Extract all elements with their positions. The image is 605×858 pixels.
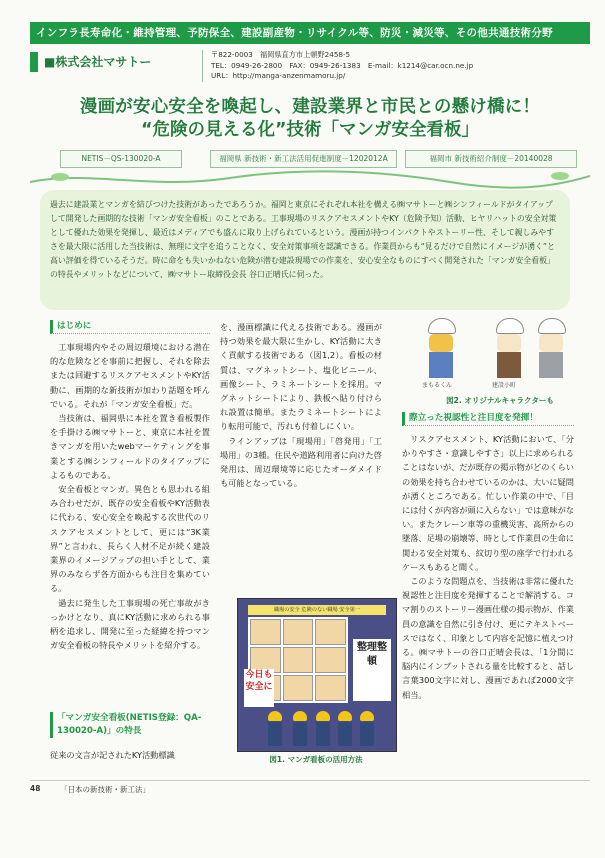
intro-paragraph: 工事現場内やその周辺環境における潜在的な危険などを事前に把握し、それを除去または回避するリスクアセスメントやKY活動に、画期的な新技術が加わり話題を呼んでいる。それが「マンガ安全看板」だ。 <box>50 342 210 409</box>
worker-figure <box>360 711 374 747</box>
worker-character <box>538 318 566 378</box>
figure-2-caption: 図2. オリジナルキャラクターも <box>446 396 554 405</box>
company-contact <box>202 50 596 82</box>
kensetsu-komachi-character <box>496 318 524 378</box>
manga-sign-photo <box>237 598 397 752</box>
feature-paragraph: を、漫画標識に代える技術である。漫画が持つ効果を最大限に生かし、KY活動に大きく貢献する技術である（図1,2）。看板の材質は、マグネットシート、塩化ビニール、画像シート、ラミネートシートを採用。マグネットシートにより、鉄板へ貼り付けられ設置は簡単。またラミネートシートにより転用可能で、汚れも付着しにくい。 <box>220 322 382 432</box>
netis-badge: NETIS－QS-130020-A <box>60 150 182 168</box>
intro-paragraph: 当技術は、福岡県に本社を置き看板製作を手掛ける㈱マサトーと、東京に本社を置きマンガを用いたwebマーケティングを事業とする㈱シンフィールドのタイアップによるものである。 <box>50 413 210 480</box>
headline-line-1: 漫画が安心安全を喚起し、建設業界と市民との懸け橋に！ <box>79 97 541 117</box>
worker-figure <box>293 711 307 747</box>
worker-figure <box>338 711 352 747</box>
company-header <box>30 50 590 86</box>
intro-paragraph: 安全看板とマンガ。異色とも思われる組み合わせだが、既存の安全看板やKY活動表に代わる、安心安全を喚起する次世代のリスクアセスメントとして、更には“3K業界”と言われ、長らく人材不足が続く建設業界のイメージアップの担い手として、業界のみならず各方面からも注目を集めている。 <box>50 484 210 594</box>
intro-paragraph: 過去に発生した工事現場の死亡事故がきっかけとなり、真にKY活動に求められる事柄を追求し、開発に至った経緯を持つマンガ安全看板の特長やメリットを紹介する。 <box>50 597 210 651</box>
intro-heading: はじめに <box>50 320 210 334</box>
visibility-paragraph: リスクアセスメント、KY活動において、「分かりやすさ・意識しやすさ」以上に求められることはないが、だが既存の掲示物がどのくらいの効果を持ち合わせているのかは、大いに疑問が湧くところである。忙しい作業の中で、「目には付くが内容が頭に入らない」では意味がない。またクレーン車等の重機災害、高所からの墜落、足場の崩壊等、時として作業員の生命に関わる安全対策も、紋切り型の座学で行われるケースもあると聞く。 <box>402 434 574 572</box>
company-name: ■株式会社マサトー <box>30 52 194 72</box>
feature-heading: 「マンガ安全看板(NETIS登録：QA-130020-A)」の特長 <box>50 712 219 738</box>
mamoru-kun-character <box>428 318 456 378</box>
company-tel-fax: TEL：0949-26-2800 FAX：0949-26-1383 E-mail：k1214@car.ocn.ne.jp <box>211 60 474 70</box>
decorative-vine-icon <box>30 168 590 190</box>
kensetsu-komachi-label: 建設小町 <box>492 382 517 389</box>
category-banner: インフラ長寿命化・維持管理、予防保全、建設副産物・リサイクル等、防災・減災等、その他共通技術分野 <box>30 22 590 44</box>
worker-figure <box>268 711 282 747</box>
column-2 <box>220 320 382 490</box>
column-3 <box>402 412 574 702</box>
lead-paragraph: 過去に建設業とマンガを結びつけた技術があったであろうか。福岡と東京にそれぞれ本社を構える㈱マサトーと㈱シンフィールドがタイアップして開発した画期的な技術「マンガ安全看板」のことである。工事現場のリスクアセスメントやKY（危険予知）活動、ヒヤリハットの安全対策として優れた効果を発揮し、最近はメディアでも盛んに取り上げられているという。漫画が持つインパクトやストーリー性、そして親しみやすさを最大限に活用した当技術は、無理に文字を追うことなく、安全対策事項を認識できる。作業員からも“見るだけで自然にイメージが湧く”と高い評価を得ているそうだ。時に命をも失いかねない危険が潜む建設現場での作業を、安心安全なものにすべく開発された「マンガ安全看板」の特長やメリットなどについて、㈱マサトー取締役会長 谷口正晴氏に伺った。 <box>40 190 570 310</box>
visibility-heading: 際立った視認性と注目度を発揮！ <box>402 412 574 426</box>
fukuoka-city-badge: 福岡市 新技術紹介制度－20140028 <box>405 150 577 168</box>
lineup-paragraph: ラインアップは「現場用」「啓発用」「工場用」の3種。住民や道路利用者に向けた啓発用は、周辺環境等に応じたオーダメイドも可能となっている。 <box>220 435 382 489</box>
visibility-paragraph: このような問題点を、当技術は非常に優れた視認性と注目度を発揮することで解消する。コマ割りのストーリー漫画仕様の掲示物が、作業員の意識を自然に引き付け、更にテキストベースではなく、印象として内容を記憶に植えつける。㈱マサトーの谷口正晴会長は、「1分間に脳内にインプットされる量を比較すると、話し言葉300文字に対し、漫画であれば2000文字相当。 <box>402 576 574 700</box>
original-characters <box>420 318 580 398</box>
registration-badges <box>60 150 575 168</box>
column-1 <box>50 320 210 652</box>
page-number: 48 <box>30 784 41 793</box>
fukuoka-pref-badge: 福岡県 新技術・新工法活用促進制度－1202012A <box>210 150 397 168</box>
page-footer <box>30 780 590 797</box>
figure-1-caption: 図1. マンガ看板の活用方法 <box>269 755 363 764</box>
company-url: URL：http://manga-anzenmamoru.jp/ <box>211 71 346 80</box>
worker-figure <box>316 711 330 747</box>
company-address: 〒822-0003 福岡県直方市上頓野2458-5 <box>211 50 351 59</box>
feature-paragraph-start: 従来の文言が記されたKY活動標識 <box>50 750 175 760</box>
article-headline <box>30 96 590 142</box>
mamoru-kun-label: まもるくん <box>422 382 453 389</box>
headline-line-2: “危険の見える化”技術「マンガ安全看板」 <box>140 120 479 140</box>
poster-sign-anzen: 今日も安全に <box>244 669 274 707</box>
poster-top-banner: 職場の安全 危険のない職場 安全第一 <box>248 605 386 615</box>
journal-title: 「日本の新技術・新工法」 <box>60 785 150 794</box>
poster-sign-seiri: 整理整頓 <box>353 639 391 701</box>
